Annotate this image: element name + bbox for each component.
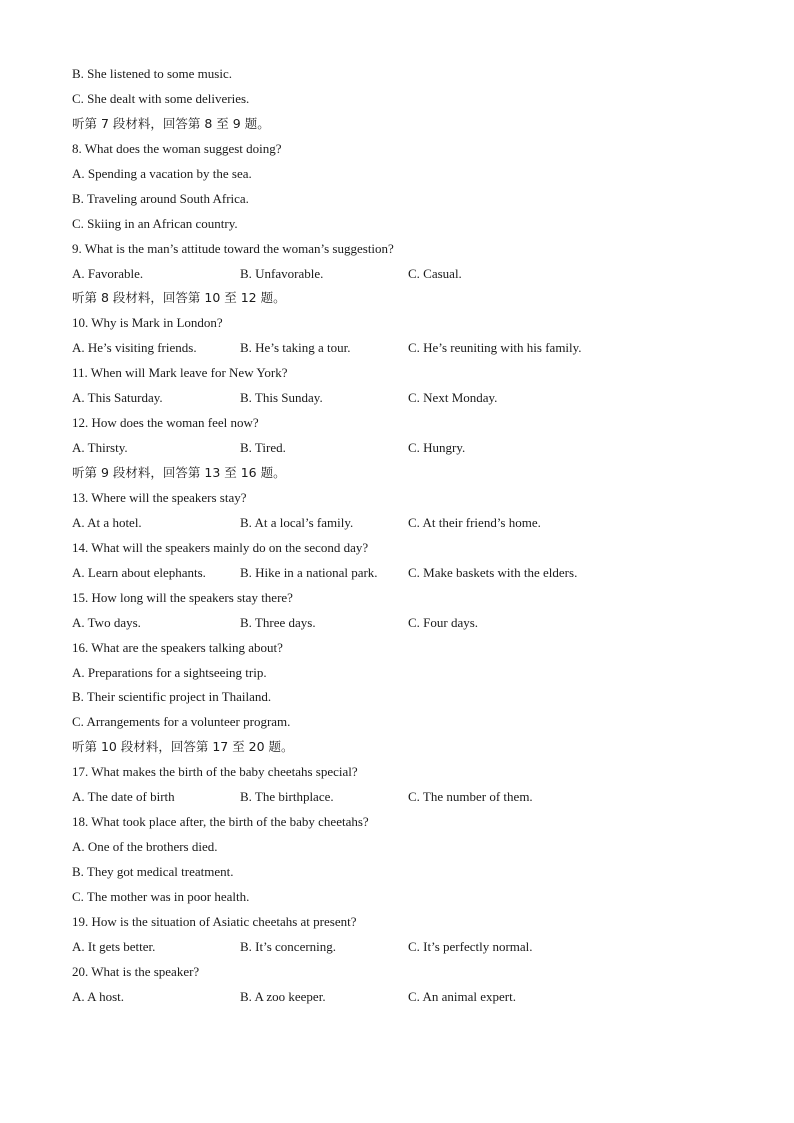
answer-option: B. Traveling around South Africa. bbox=[72, 190, 249, 206]
question-text: 18. What took place after, the birth of the baby cheetahs? bbox=[72, 814, 369, 830]
answer-option-b: B. A zoo keeper. bbox=[240, 988, 326, 1004]
answer-option: B. They got medical treatment. bbox=[72, 864, 234, 879]
answer-option-c: C. An animal expert. bbox=[408, 988, 516, 1004]
answer-option-b: B. Hike in a national park. bbox=[240, 564, 378, 580]
answer-option: B. Their scientific project in Thailand. bbox=[72, 689, 272, 705]
answer-option-b: B. Unfavorable. bbox=[240, 265, 324, 281]
answer-option-b: B. At a local’s family. bbox=[240, 514, 354, 530]
answer-option: A. Spending a vacation by the sea. bbox=[72, 165, 252, 181]
question-text: 12. How does the woman feel now? bbox=[72, 415, 259, 431]
question-text: 15. How long will the speakers stay there? bbox=[72, 589, 293, 605]
question-text: 16. What are the speakers talking about? bbox=[72, 639, 283, 655]
answer-options-row bbox=[72, 336, 722, 361]
answer-options-row bbox=[72, 436, 722, 461]
question-text: 14. What will the speakers mainly do on the second day? bbox=[72, 539, 369, 555]
answer-option-a: A. He’s visiting friends. bbox=[72, 340, 197, 356]
answer-options-row bbox=[72, 386, 722, 411]
section-instruction: 听第 8 段材料，回答第 10 至 12 题。 bbox=[72, 290, 286, 306]
answer-options-row bbox=[72, 935, 722, 960]
section-instruction: 听第 10 段材料，回答第 17 至 20 题。 bbox=[72, 739, 294, 755]
answer-options-row bbox=[72, 511, 722, 536]
question-text: 17. What makes the birth of the baby cheetahs special? bbox=[72, 764, 358, 780]
answer-option-a: A. Favorable. bbox=[72, 265, 144, 281]
answer-option: C. The mother was in poor health. bbox=[72, 888, 250, 904]
answer-option-c: C. Next Monday. bbox=[408, 390, 498, 406]
answer-option-a: A. Two days. bbox=[72, 614, 141, 630]
answer-option-c: C. Casual. bbox=[408, 265, 462, 281]
answer-option-b: B. It’s concerning. bbox=[240, 938, 337, 954]
answer-option-b: B. The birthplace. bbox=[240, 789, 334, 805]
answer-option: C. She dealt with some deliveries. bbox=[72, 90, 250, 106]
answer-option-b: B. This Sunday. bbox=[240, 390, 323, 406]
answer-option-a: A. A host. bbox=[72, 988, 125, 1004]
answer-options-row bbox=[72, 985, 722, 1010]
answer-option: C. Arrangements for a volunteer program. bbox=[72, 714, 291, 730]
answer-options-row bbox=[72, 262, 722, 287]
answer-option-c: C. Four days. bbox=[408, 614, 479, 630]
section-instruction: 听第 7 段材料，回答第 8 至 9 题。 bbox=[72, 115, 270, 131]
question-text: 11. When will Mark leave for New York? bbox=[72, 365, 288, 381]
answer-option-b: B. Tired. bbox=[240, 440, 286, 456]
question-text: 10. Why is Mark in London? bbox=[72, 315, 223, 331]
answer-option-a: A. Thirsty. bbox=[72, 440, 128, 456]
answer-option-c: C. It’s perfectly normal. bbox=[408, 938, 533, 954]
answer-options-row bbox=[72, 785, 722, 810]
question-text: 8. What does the woman suggest doing? bbox=[72, 140, 282, 156]
question-text: 20. What is the speaker? bbox=[72, 963, 200, 979]
answer-options-row bbox=[72, 611, 722, 636]
answer-option: A. One of the brothers died. bbox=[72, 839, 218, 855]
answer-option-c: C. At their friend’s home. bbox=[408, 514, 541, 530]
answer-option-a: A. This Saturday. bbox=[72, 390, 163, 406]
question-text: 19. How is the situation of Asiatic cheetahs at present? bbox=[72, 913, 357, 929]
answer-option-a: A. The date of birth bbox=[72, 789, 175, 805]
answer-option-a: A. It gets better. bbox=[72, 938, 156, 954]
answer-option-a: A. At a hotel. bbox=[72, 514, 142, 530]
answer-option: A. Preparations for a sightseeing trip. bbox=[72, 664, 267, 680]
answer-options-row bbox=[72, 561, 722, 586]
answer-option: C. Skiing in an African country. bbox=[72, 215, 238, 231]
answer-option-c: C. Make baskets with the elders. bbox=[408, 564, 578, 580]
answer-option: B. She listened to some music. bbox=[72, 66, 232, 81]
section-instruction: 听第 9 段材料，回答第 13 至 16 题。 bbox=[72, 465, 286, 480]
answer-option-b: B. He’s taking a tour. bbox=[240, 340, 351, 356]
answer-option-a: A. Learn about elephants. bbox=[72, 564, 206, 580]
answer-option-c: C. He’s reuniting with his family. bbox=[408, 340, 582, 356]
answer-option-c: C. The number of them. bbox=[408, 789, 533, 805]
exam-page bbox=[72, 62, 722, 1010]
question-text: 9. What is the man’s attitude toward the woman’s suggestion? bbox=[72, 240, 394, 256]
answer-option-b: B. Three days. bbox=[240, 614, 316, 630]
question-text: 13. Where will the speakers stay? bbox=[72, 489, 247, 505]
answer-option-c: C. Hungry. bbox=[408, 440, 466, 456]
